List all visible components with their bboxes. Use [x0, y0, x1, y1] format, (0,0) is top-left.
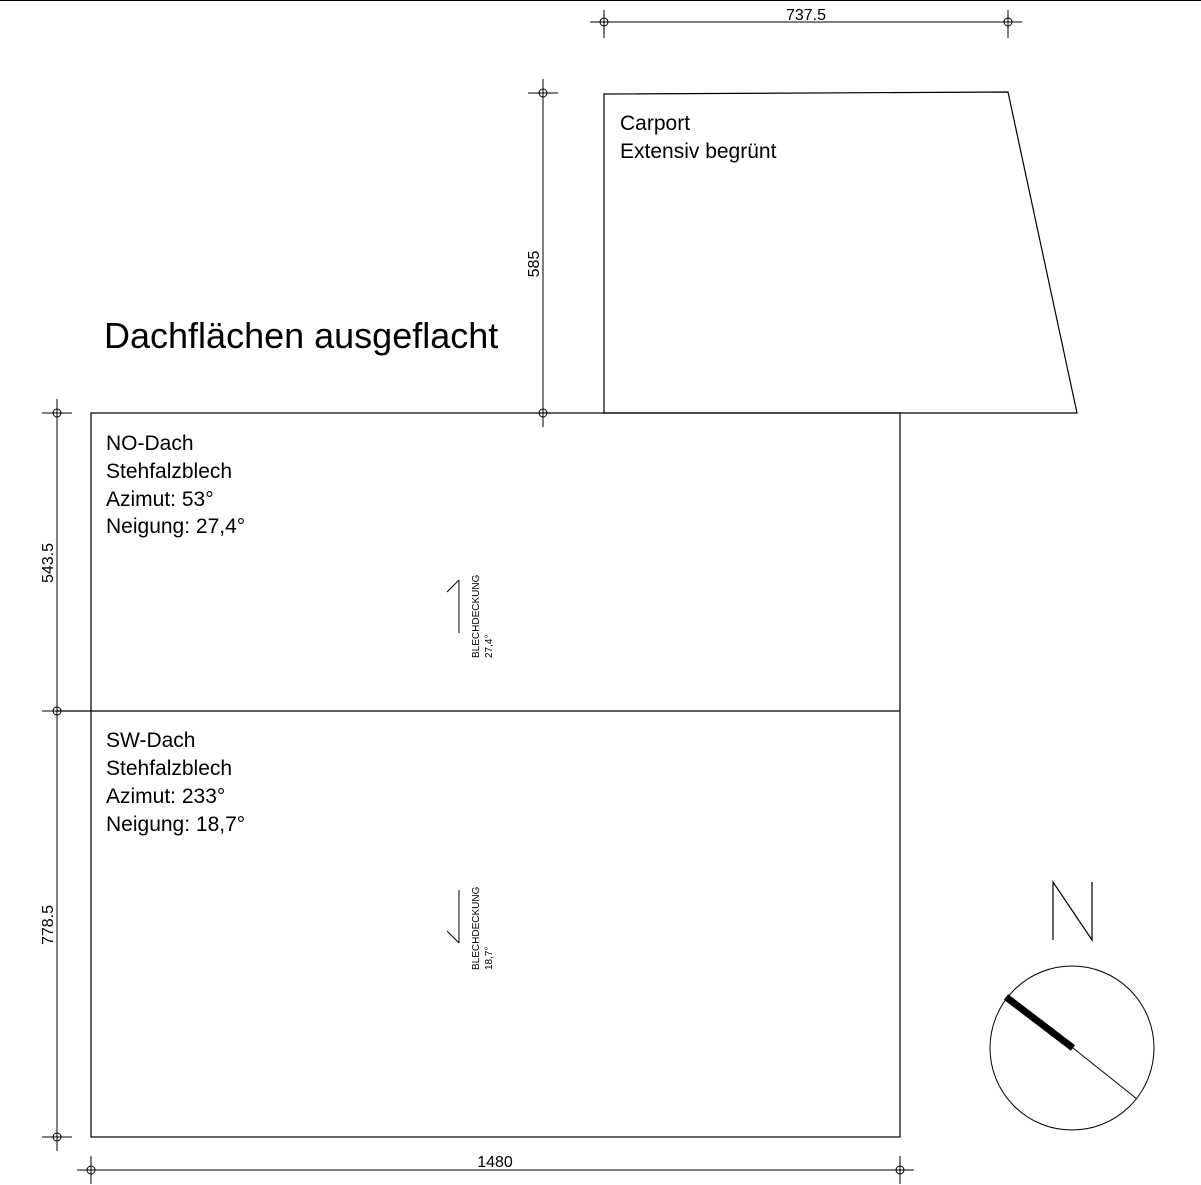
no-roof-slope-value: 27,4° — [484, 634, 495, 658]
dimension-no-height-label: 543.5 — [40, 542, 57, 584]
sw-roof-slope-arrow — [447, 890, 459, 943]
dimension-carport-width-label: 737.5 — [785, 7, 827, 24]
no-roof-material: Stehfalzblech — [106, 460, 233, 483]
dimension-carport-height-label: 585 — [526, 250, 543, 278]
sw-roof-name: SW-Dach — [106, 729, 196, 752]
no-roof-azimuth: Azimut: 53° — [106, 488, 214, 511]
sw-roof-slope: Neigung: 18,7° — [106, 813, 246, 836]
sw-roof-azimuth: Azimut: 233° — [106, 785, 226, 808]
no-roof-slope-arrow — [447, 580, 459, 633]
no-roof-slope: Neigung: 27,4° — [106, 515, 246, 538]
carport-label: Carport — [620, 112, 691, 135]
north-letter — [1053, 882, 1092, 940]
no-roof-name: NO-Dach — [106, 432, 194, 455]
sw-roof-slope-value: 18,7° — [484, 946, 495, 970]
no-roof-slope-label: BLECHDECKUNG — [471, 574, 482, 658]
dimension-sw-height-label: 778.5 — [40, 904, 57, 946]
dimension-left-heights — [42, 399, 72, 1151]
page-title: Dachflächen ausgeflacht — [104, 315, 499, 356]
compass-rose — [990, 966, 1154, 1130]
dimension-total-width-label: 1480 — [477, 1154, 513, 1171]
sw-roof-slope-label: BLECHDECKUNG — [471, 886, 482, 970]
carport-description: Extensiv begrünt — [620, 140, 777, 163]
sw-roof-material: Stehfalzblech — [106, 757, 233, 780]
